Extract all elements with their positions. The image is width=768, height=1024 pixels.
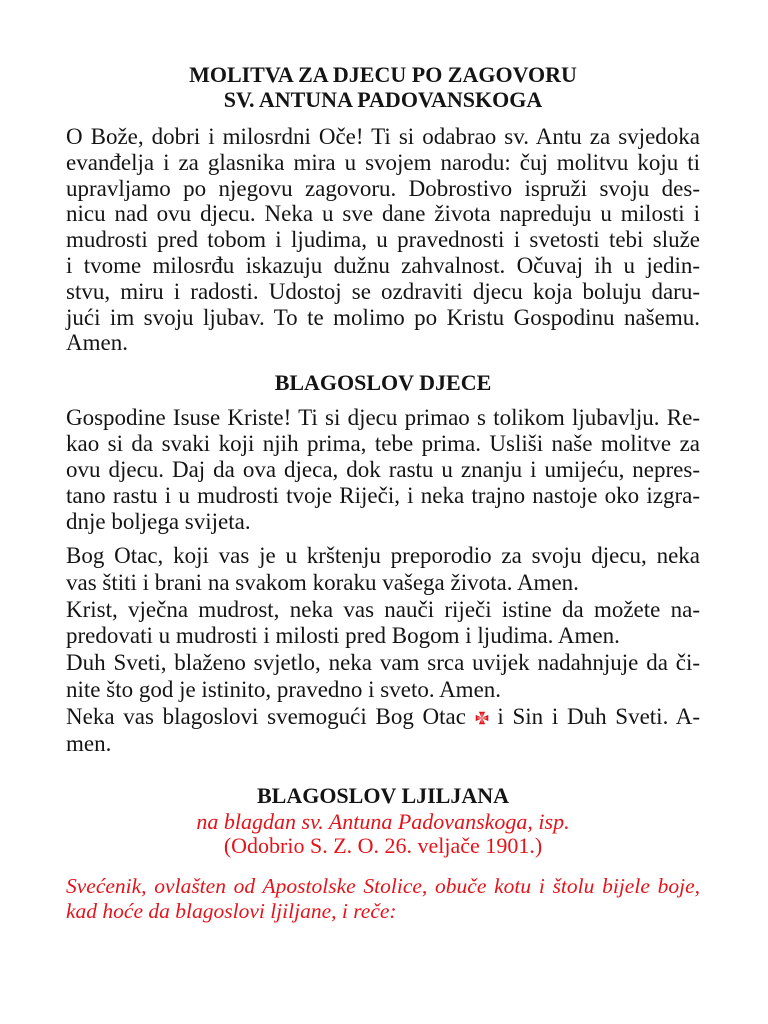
text-line: men. <box>66 730 112 756</box>
text-line: nicu nad ovu djecu. Neka u sve dane života napreduju u milosti i <box>66 201 700 227</box>
occasion-subtitle: na blagdan sv. Antuna Padovanskoga, isp. <box>196 809 570 834</box>
text-line: Bog Otac, koji vas je u krštenju preporodio za svoju djecu, neka <box>66 543 700 568</box>
text-line: upravljamo po njegovu zagovoru. Dobrostivo ispruži svoju des- <box>66 175 700 201</box>
text-line: Amen. <box>66 330 128 356</box>
rubric-line: Svećenik, ovlašten od Apostolske Stolice, obuče kotu i štolu bijele boje, <box>66 874 700 898</box>
text-line: stvu, miru i radosti. Udostoj se ozdraviti djecu koja boluju daru- <box>66 278 700 304</box>
text-line: nite što god je istinito, pravedno i sveto. Amen. <box>66 676 502 702</box>
text-line: dnje boljega svijeta. <box>66 509 251 534</box>
page-title <box>66 62 700 112</box>
maltese-cross-icon <box>475 711 489 725</box>
text-line: Duh Sveti, blaženo svjetlo, neka vam srca uvijek nadahnjuje da či- <box>66 650 700 676</box>
text-line: jući im svoju ljubav. To te molimo po Kristu Gospodinu našemu. <box>66 304 700 330</box>
text-line: tano rastu i u mudrosti tvoje Riječi, i neka trajno nastoje oko izgra- <box>66 483 700 508</box>
section-heading: BLAGOSLOV LJILJANA <box>256 783 510 808</box>
text-line: mudrosti pred tobom i ljudima, u pravednosti i svetosti tebi služe <box>66 227 700 253</box>
text-line: i tvome milosrđu iskazuju dužnu zahvalnost. Očuvaj ih u jedin- <box>66 252 700 278</box>
text-line: Krist, vječna mudrost, neka vas nauči riječi istine da možete na- <box>66 596 700 622</box>
text-line: ovu djecu. Daj da ova djeca, dok rastu u znanju i umijeću, nepres- <box>66 457 700 482</box>
final-blessing-text: Neka vas blagoslovi svemogući Bog Otac <box>66 703 466 729</box>
section-heading: BLAGOSLOV DJECE <box>274 370 492 395</box>
page-title-line: MOLITVA ZA DJECU PO ZAGOVORU <box>189 62 577 87</box>
page-title-line: SV. ANTUNA PADOVANSKOGA <box>223 87 543 112</box>
approval-note: (Odobrio S. Z. O. 26. veljače 1901.) <box>223 833 543 858</box>
text-line: kao si da svaki koji njih prima, tebe prima. Usliši naše molitve za <box>66 431 700 456</box>
text-line: vas štiti i brani na svakom koraku vašega života. Amen. <box>66 569 579 595</box>
prayer-paragraph <box>66 124 700 356</box>
text-line: O Bože, dobri i milosrdni Oče! Ti si odabrao sv. Antu za svjedoka <box>66 124 700 149</box>
blessing-children-paragraph <box>66 405 700 535</box>
final-blessing-text: i Sin i Duh Sveti. A- <box>497 703 701 729</box>
rubric-paragraph <box>66 874 700 924</box>
text-line: predovati u mudrosti i milosti pred Bogom i ljudima. Amen. <box>66 623 620 649</box>
text-line: Gospodine Isuse Kriste! Ti si djecu primao s tolikom ljubavlju. Re- <box>66 405 700 430</box>
text-line: evanđelja i za glasnika mira u svojem narodu: čuj molitvu koju ti <box>66 149 700 175</box>
final-blessing-line <box>66 704 700 731</box>
rubric-line: kad hoće da blagoslovi ljiljane, i reče: <box>66 899 397 923</box>
blessing-children-paragraph <box>66 543 700 757</box>
